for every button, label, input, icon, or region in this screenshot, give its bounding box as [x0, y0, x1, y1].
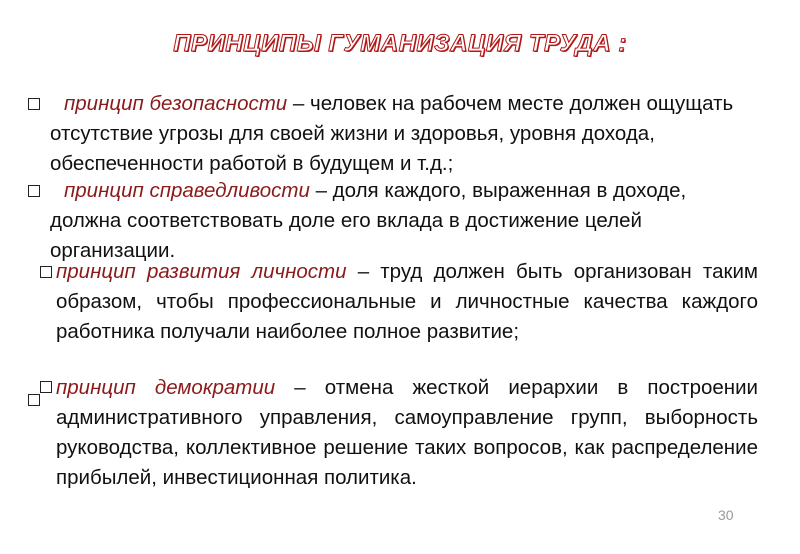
principle-safety [50, 89, 762, 179]
principle-text: – доля каждого, выраженная в доходе, должна соответствовать доле его вклада в достижение целей организации. [50, 179, 687, 262]
principle-justice [50, 176, 762, 266]
principle-text: – отмена жесткой иерархии в построении административного управления, самоуправление групп, выборность руководства, коллективное решение таких вопросов, как распределение прибылей, инвестиционная политика. [56, 376, 758, 489]
principle-term: принцип развития личности [56, 260, 347, 283]
slide-title: ПРИНЦИПЫ ГУМАНИЗАЦИЯ ТРУДА : [173, 30, 627, 57]
principle-term: принцип безопасности [64, 92, 288, 115]
principle-term: принцип справедливости [64, 179, 310, 202]
bullet-marker-icon [28, 394, 40, 406]
principle-text: – человек на рабочем месте должен ощущать отсутствие угрозы для своей жизни и здоровья, уровня дохода, обеспеченности работой в будущем и т.д.; [50, 92, 734, 175]
page-number: 30 [718, 507, 734, 523]
principle-term: принцип демократии [56, 376, 276, 399]
principle-democracy [56, 373, 758, 493]
bullet-marker-icon [40, 381, 52, 393]
bullet-marker-icon [28, 185, 40, 197]
bullet-marker-icon [28, 98, 40, 110]
principle-text: – труд должен быть организован таким образом, чтобы профессиональные и личностные качества каждого работника получали наиболее полное развитие; [56, 260, 758, 343]
principle-personal-development [56, 257, 758, 347]
bullet-marker-icon [40, 266, 52, 278]
